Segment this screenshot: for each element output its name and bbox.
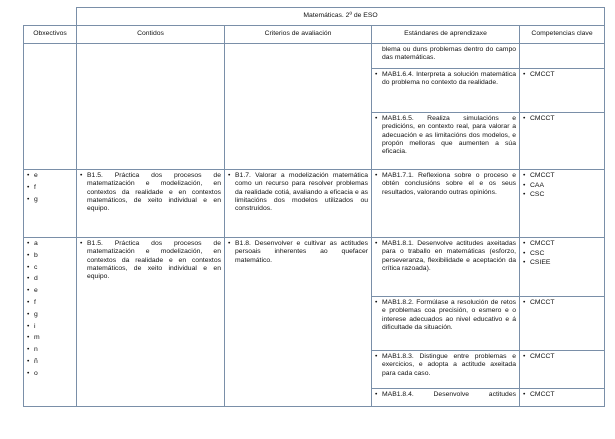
list-item: • g (27, 311, 73, 323)
standard-text: MAB1.8.1. Desenvolve actitudes axeitadas para o traballo en matemáticas (esforzo, perseveranza, flexibilidade e aceptación da crítica razoada). (382, 240, 516, 272)
list-item: • f (27, 299, 73, 311)
criteria-cell (225, 238, 372, 407)
list-item: • o (27, 370, 73, 382)
competence-code: CMCCT (530, 172, 555, 179)
list-item: • i (27, 323, 73, 335)
bullet: • (375, 115, 378, 122)
objective-code: n (34, 346, 38, 354)
table-title: Matemáticas. 2º de ESO (77, 8, 605, 26)
list-item: • CSC (523, 250, 601, 260)
competence-code: CSC (530, 191, 545, 198)
standard-text: blema ou duns problemas dentro do campo das matemáticas. (382, 46, 516, 62)
list-item: • f (27, 184, 73, 196)
contents-cell (77, 238, 225, 407)
standard-text: MAB1.6.5. Realiza simulacións e predicións, en contexto real, para valorar a adecuación e as limitacións dos modelos, e propón melloras que aumenten a súa eficacia. (382, 115, 516, 156)
bullet: • (228, 240, 231, 247)
competence-code: CMCCT (530, 115, 555, 122)
bullet: • (80, 240, 83, 247)
objective-code: g (34, 195, 38, 203)
list-item: • b (27, 252, 73, 264)
list-item: • n (27, 346, 73, 358)
standard-cell (372, 238, 520, 297)
bullet: • (375, 71, 378, 78)
standard-cell (372, 44, 520, 69)
objective-code: a (34, 240, 38, 247)
objective-code: d (34, 275, 38, 283)
standard-cell (372, 170, 520, 238)
list-item: • CMCCT (523, 115, 601, 125)
list-item: • CMCCT (523, 299, 601, 309)
standard-text: MAB1.8.2. Formúlase a resolución de retos e problemas coa precisión, o esmero e o interese adecuados ao nivel educativo e á dificultade da situación. (382, 299, 516, 331)
bullet: • (80, 172, 83, 179)
objective-code: e (34, 287, 38, 295)
bullet: • (375, 299, 378, 306)
list-item: • m (27, 334, 73, 346)
objective-code: f (34, 298, 36, 306)
list-item: • a (27, 240, 73, 252)
standard-cell (372, 113, 520, 170)
competences-cell (520, 170, 605, 238)
list-item: • d (27, 275, 73, 287)
objectives-cell (24, 238, 77, 407)
standard-text: MAB1.8.4. Desenvolve actitudes (382, 391, 516, 398)
competences-cell (520, 351, 605, 389)
contents-cell (77, 44, 225, 170)
competence-code: CMCCT (530, 391, 555, 398)
competence-code: CMCCT (530, 240, 555, 247)
list-item: • CAA (523, 182, 601, 192)
list-item: • ñ (27, 358, 73, 370)
standard-cell (372, 389, 520, 407)
objective-code: b (34, 251, 38, 259)
competence-code: CSIEE (530, 259, 551, 266)
table-row (24, 170, 605, 238)
list-item: • CMCCT (523, 391, 601, 401)
competence-code: CAA (530, 181, 544, 189)
objective-code: o (34, 369, 38, 377)
content-text: B1.5. Práctica dos procesos de matematización e modelización, en contextos da realidade e en contextos matemáticos, de xeito individual e en equipo. (87, 240, 221, 281)
header-contents: Contidos (77, 26, 225, 44)
title-row (24, 8, 605, 26)
header-standards: Estándares de aprendizaxe (372, 26, 520, 44)
objective-code: c (34, 263, 38, 271)
list-item: • CMCCT (523, 240, 601, 250)
list-item: • e (27, 287, 73, 299)
competence-code: CSC (530, 249, 545, 257)
competence-code: CMCCT (530, 299, 555, 306)
objectives-cell (24, 44, 77, 170)
list-item: • CSC (523, 191, 601, 201)
standard-text: MAB1.8.3. Distingue entre problemas e exercicios, e adopta a actitude axeitada para cada caso. (382, 353, 516, 377)
competences-cell (520, 113, 605, 170)
blank-corner-cell (24, 8, 77, 26)
list-item: • CMCCT (523, 172, 601, 182)
criteria-cell (225, 44, 372, 170)
standard-text: MAB1.7.1. Reflexiona sobre o proceso e obtén conclusións sobre el e os seus resultados, valorando outras opinións. (382, 172, 516, 196)
competences-cell (520, 389, 605, 407)
competences-cell (520, 238, 605, 297)
header-row (24, 26, 605, 44)
table-row (24, 238, 605, 297)
objective-code: m (34, 334, 40, 342)
list-item: • g (27, 196, 73, 208)
competences-cell (520, 69, 605, 113)
competences-cell (520, 297, 605, 351)
criteria-cell (225, 170, 372, 238)
list-item: • c (27, 264, 73, 276)
header-criteria: Criterios de avaliación (225, 26, 372, 44)
table-row (24, 44, 605, 69)
objective-code: i (34, 322, 36, 330)
objective-code: e (34, 172, 38, 179)
content-text: B1.5. Práctica dos procesos de matematización e modelización, en contextos da realidade e en contextos matemáticos, de xeito individual e en equipo. (87, 172, 221, 213)
competences-cell (520, 44, 605, 69)
standard-cell (372, 297, 520, 351)
contents-cell (77, 170, 225, 238)
standard-cell (372, 69, 520, 113)
list-item: • e (27, 172, 73, 184)
bullet: • (375, 240, 378, 247)
list-item: • CSIEE (523, 259, 601, 269)
competence-code: CMCCT (530, 353, 555, 360)
criterion-text: B1.7. Valorar a modelización matemática como un recurso para resolver problemas da realidade cotiá, avaliando a eficacia e as limitacións dos modelos utilizados ou construídos. (235, 172, 368, 213)
list-item: • CMCCT (523, 71, 601, 81)
objective-code: g (34, 310, 38, 318)
header-objectives: Obxectivos (24, 26, 77, 44)
bullet: • (375, 391, 378, 398)
criterion-text: B1.8. Desenvolver e cultivar as actitudes persoais inherentes ao quefacer matemático. (235, 240, 368, 264)
standard-cell (372, 351, 520, 389)
objective-code: f (34, 183, 36, 191)
bullet: • (375, 172, 378, 179)
objective-code: ñ (34, 357, 38, 365)
header-competences: Competencias clave (520, 26, 605, 44)
competence-code: CMCCT (530, 71, 555, 78)
bullet: • (228, 172, 231, 179)
list-item: • CMCCT (523, 353, 601, 363)
bullet: • (375, 353, 378, 360)
curriculum-table (23, 7, 605, 407)
standard-text: MAB1.6.4. Interpreta a solución matemática do problema no contexto da realidade. (382, 71, 516, 87)
objectives-cell (24, 170, 77, 238)
